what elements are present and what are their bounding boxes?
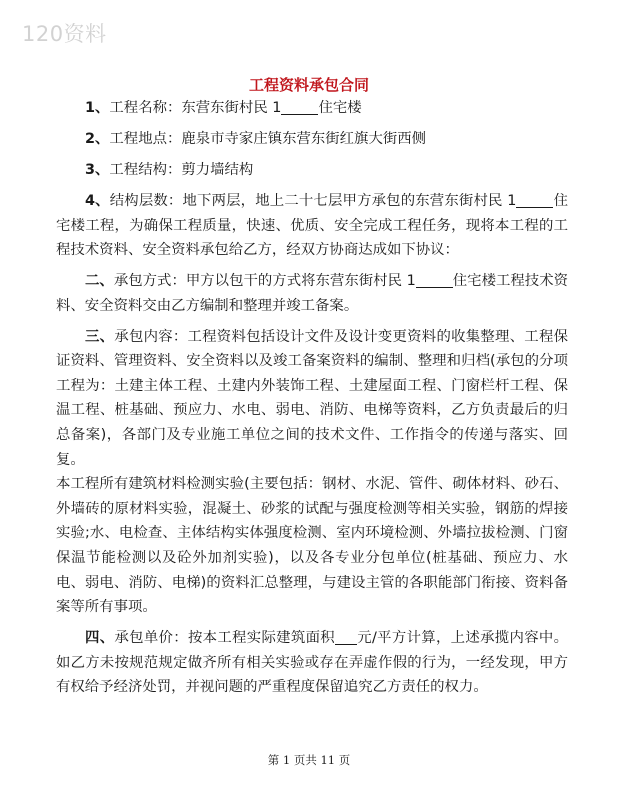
page-footer: 第 1 页共 11 页 bbox=[267, 753, 351, 767]
item-4 bbox=[56, 189, 568, 263]
item-4-text-after: 住宅楼工程，为确保工程质量，快速、优质、安全完成工程任务，现将本工程的工程技术资料、安全资料承包给乙方，经双方协商达成如下协议： bbox=[56, 192, 569, 259]
fill-blank bbox=[516, 190, 553, 208]
section-2 bbox=[56, 269, 568, 318]
section-3-heading: 三、 bbox=[85, 328, 115, 345]
document-body bbox=[56, 96, 568, 700]
item-1-text: 工程名称：东营东街村民 1 bbox=[109, 100, 282, 116]
item-2-text: 工程地点：鹿泉市寺家庄镇东营东街红旗大街西侧 bbox=[109, 130, 427, 147]
section-4-text-after: 元/平方计算，上述承揽内容中。如乙方未按规范规定做齐所有相关实验或存在弄虚作假的行为，一经发现，甲方有权给予经济处罚，并视问题的严重程度保留追究乙方责任的权力。 bbox=[56, 630, 568, 696]
fill-blank bbox=[416, 270, 453, 288]
item-3-number: 3、 bbox=[85, 161, 110, 178]
item-4-text: 结构层数：地下两层，地上二十七层甲方承包的东营东街村民 1 bbox=[109, 192, 517, 209]
fill-blank bbox=[335, 627, 357, 645]
item-1 bbox=[56, 96, 568, 121]
item-1-number: 1、 bbox=[85, 100, 110, 116]
section-4-text: 承包单价：按本工程实际建筑面积 bbox=[114, 630, 335, 647]
section-3-continuation: 本工程所有建筑材料检测实验(主要包括：钢材、水泥、管件、砌体材料、砂石、外墙砖的原材料实验，混凝土、砂浆的试配与强度检测等相关实验，钢筋的焊接实验;水、电检查、主体结构实体强度检测、室内环境检测、外墙拉拔检测、门窗保温节能检测以及砼外加剂实验)，以及各专业分包单位(桩基础、预应力、水电、弱电、消防、电梯)的资料汇总整理，与建设主管的各职能部门衔接、资料备案等所有事项。 bbox=[56, 476, 568, 616]
watermark: 120资料 bbox=[22, 22, 107, 46]
section-2-heading: 二、 bbox=[85, 273, 114, 290]
section-4-heading: 四、 bbox=[85, 630, 115, 647]
item-1-text-after: 住宅楼 bbox=[318, 100, 362, 116]
item-4-number: 4、 bbox=[85, 192, 110, 209]
section-3-text: 承包内容：工程资料包括设计文件及设计变更资料的收集整理、工程保证资料、管理资料、安全资料以及竣工备案资料的编制、整理和归档(承包的分项工程为：土建主体工程、土建内外装饰工程、土建屋面工程、门窗栏杆工程、保温工程、桩基础、预应力、水电、弱电、消防、电梯等资料，乙方负责最后的归总备案)，各部门及专业施工单位之间的技术文件、工作指令的传递与落实、回复。 bbox=[56, 328, 568, 468]
section-2-text: 承包方式：甲方以包干的方式将东营东街村民 1 bbox=[113, 273, 416, 290]
section-4 bbox=[56, 626, 568, 700]
item-2 bbox=[56, 127, 568, 152]
section-2-text-after: 住宅楼工程技术资料、安全资料交由乙方编制和整理并竣工备案。 bbox=[56, 273, 568, 314]
item-3-text: 工程结构：剪力墙结构 bbox=[109, 161, 254, 178]
document-title: 工程资料承包合同 bbox=[248, 76, 369, 94]
fill-blank bbox=[281, 97, 318, 115]
section-3 bbox=[56, 325, 568, 473]
item-2-number: 2、 bbox=[85, 130, 110, 147]
item-3 bbox=[56, 158, 568, 183]
